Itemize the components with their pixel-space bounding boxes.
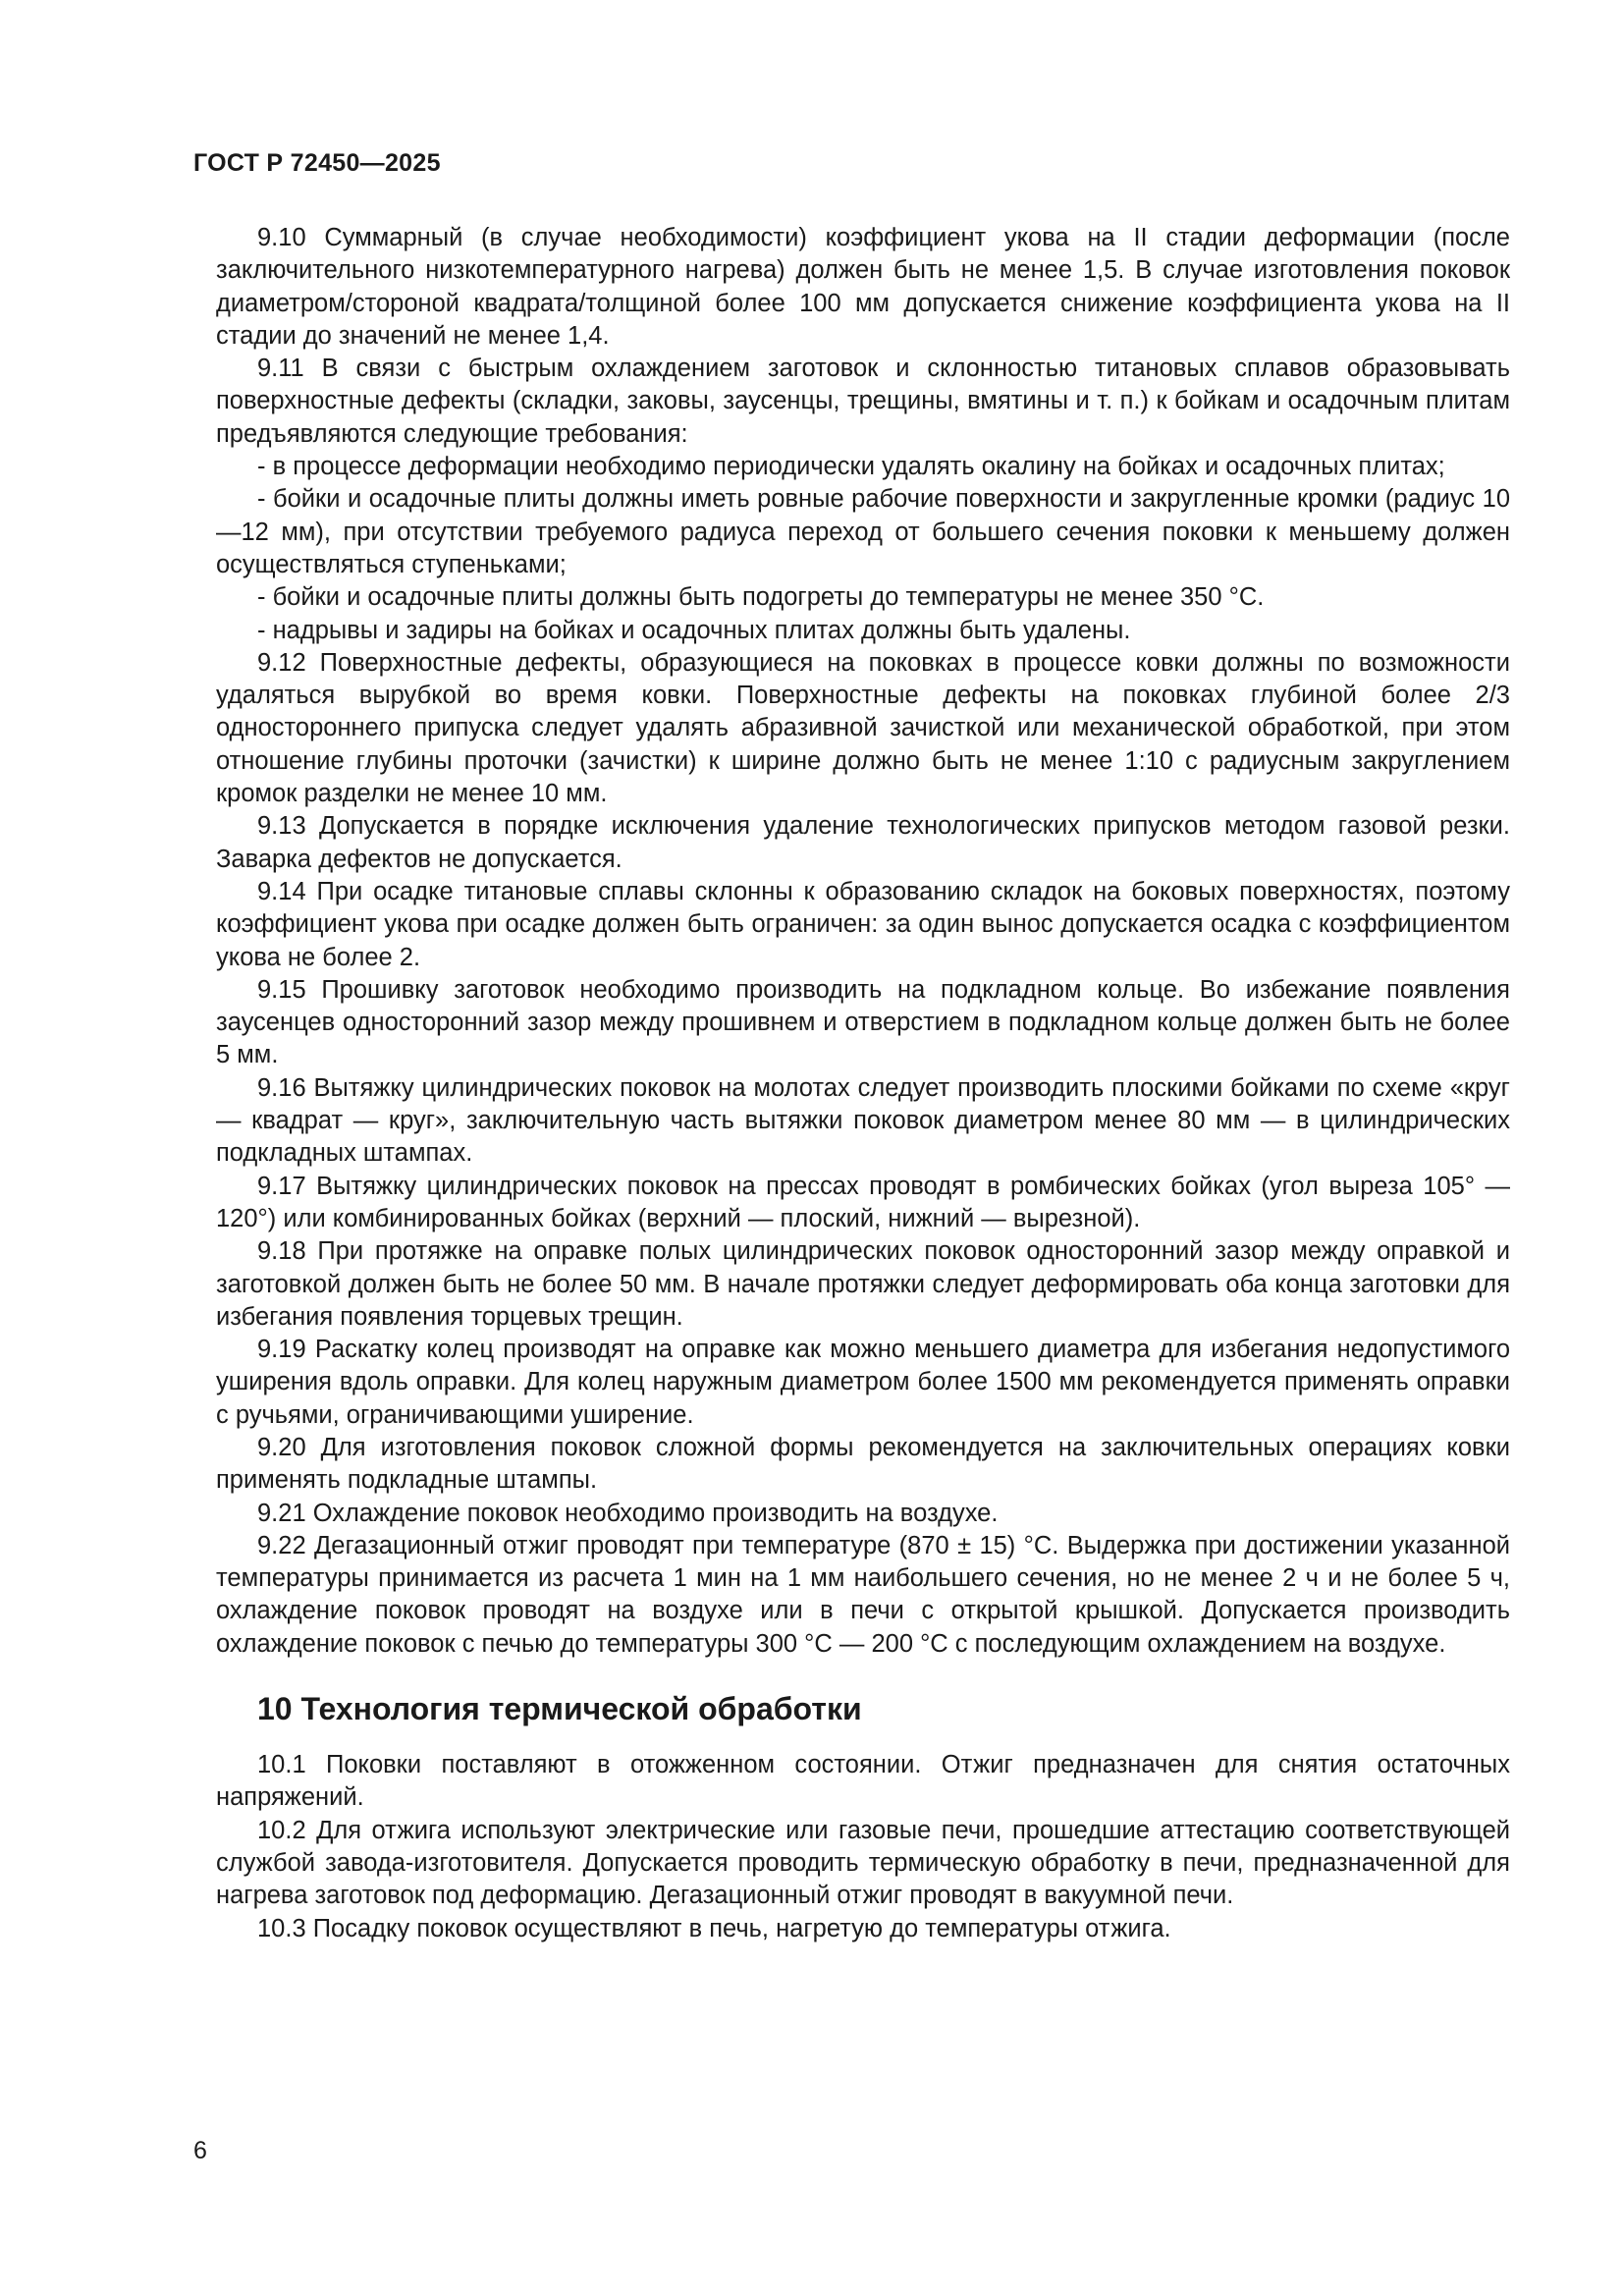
paragraph-9-18: 9.18 При протяжке на оправке полых цилиндрических поковок односторонний зазор между оправкой и заготовкой должен быть не более 50 мм. В начале протяжки следует деформировать оба конца заготовки для избегания появления торцевых трещин. — [216, 1237, 1510, 1331]
page-number: 6 — [193, 2137, 207, 2164]
paragraph-10-2: 10.2 Для отжига используют электрические или газовые печи, прошедшие аттестацию соответствующей службой завода-изготовителя. Допускается проводить термическую обработку в печи, предназначенной для нагрева заготовок под деформацию. Дегазационный отжиг проводят в вакуумной печи. — [216, 1816, 1510, 1910]
paragraph-10-1: 10.1 Поковки поставляют в отожженном состоянии. Отжиг предназначен для снятия остаточных напряжений. — [216, 1751, 1510, 1812]
paragraph-9-15: 9.15 Прошивку заготовок необходимо производить на подкладном кольце. Во избежание появления заусенцев односторонний зазор между прошивнем и отверстием в подкладном кольце должен быть не более 5 мм. — [216, 975, 1510, 1069]
spacer — [216, 1661, 1510, 1688]
list-item: - бойки и осадочные плиты должны иметь ровные рабочие поверхности и закругленные кромки (радиус 10—12 мм), при отсутствии требуемого радиуса переход от большего сечения поковки к меньшему должен осуществляться ступеньками; — [216, 485, 1510, 578]
paragraph-9-16: 9.16 Вытяжку цилиндрических поковок на молотах следует производить плоскими бойками по схеме «круг — квадрат — круг», заключительную часть вытяжки поковок диаметром менее 80 мм — в цилиндрических подкладных штампах. — [216, 1073, 1510, 1168]
paragraph-9-10: 9.10 Суммарный (в случае необходимости) коэффициент укова на II стадии деформации (после заключительного низкотемпературного нагрева) должен быть не менее 1,5. В случае изготовления поковок диаметром/стороной квадрата/толщиной более 100 мм допускается снижение коэффициента укова на II стадии до значений не менее 1,4. — [216, 224, 1510, 350]
paragraph-9-11: 9.11 В связи с быстрым охлаждением заготовок и склонностью титановых сплавов образовывать поверхностные дефекты (складки, заковы, заусенцы, трещины, вмятины и т. п.) к бойкам и осадочным плитам предъявляются следующие требования: — [216, 355, 1510, 448]
paragraph-9-17: 9.17 Вытяжку цилиндрических поковок на прессах проводят в ромбических бойках (угол выреза 105° — 120°) или комбинированных бойках (верхний — плоский, нижний — вырезной). — [216, 1172, 1510, 1232]
section-heading: 10 Технология термической обработки — [257, 1691, 862, 1727]
paragraph-9-19: 9.19 Раскатку колец производят на оправке как можно меньшего диаметра для избегания недопустимого уширения вдоль оправки. Для колец наружным диаметром более 1500 мм рекомендуется применять оправки с ручьями, ограничивающими уширение. — [216, 1336, 1510, 1429]
paragraph-9-20: 9.20 Для изготовления поковок сложной формы рекомендуется на заключительных операциях ковки применять подкладные штампы. — [216, 1433, 1510, 1495]
paragraph-10-3: 10.3 Посадку поковок осуществляют в печь, нагретую до температуры отжига. — [257, 1914, 1171, 1942]
list-item: - в процессе деформации необходимо периодически удалять окалину на бойках и осадочных плитах; — [257, 453, 1445, 481]
list-item: - надрывы и задиры на бойках и осадочных плитах должны быть удалены. — [257, 616, 1131, 644]
spacer — [216, 1729, 1510, 1749]
document-code-header: ГОСТ Р 72450—2025 — [193, 149, 441, 177]
document-body — [216, 222, 1510, 1945]
list-item: - бойки и осадочные плиты должны быть подогреты до температуры не менее 350 °С. — [257, 583, 1265, 612]
paragraph-9-14: 9.14 При осадке титановые сплавы склонны к образованию складок на боковых поверхностях, поэтому коэффициент укова при осадке должен быть ограничен: за один вынос допускается осадка с коэффициентом укова не более 2. — [216, 877, 1510, 971]
paragraph-9-21: 9.21 Охлаждение поковок необходимо производить на воздухе. — [257, 1499, 999, 1527]
paragraph-9-12: 9.12 Поверхностные дефекты, образующиеся на поковках в процессе ковки должны по возможности удаляться вырубкой во время ковки. Поверхностные дефекты на поковках глубиной более 2/3 одностороннего припуска следует удалять абразивной зачисткой или механической обработкой, при этом отношение глубины проточки (зачистки) к ширине должно быть не менее 1:10 с радиусным закруглением кромок разделки не менее 10 мм. — [216, 648, 1510, 808]
paragraph-9-22: 9.22 Дегазационный отжиг проводят при температуре (870 ± 15) °С. Выдержка при достижении указанной температуры принимается из расчета 1 мин на 1 мм наибольшего сечения, но не менее 2 ч и не более 5 ч, охлаждение поковок проводят на воздухе или в печи с открытой крышкой. Допускается производить охлаждение поковок с печью до температуры 300 °С — 200 °С с последующим охлаждением на воздухе. — [216, 1531, 1510, 1658]
paragraph-9-13: 9.13 Допускается в порядке исключения удаление технологических припусков методом газовой резки. Заварка дефектов не допускается. — [216, 812, 1510, 873]
